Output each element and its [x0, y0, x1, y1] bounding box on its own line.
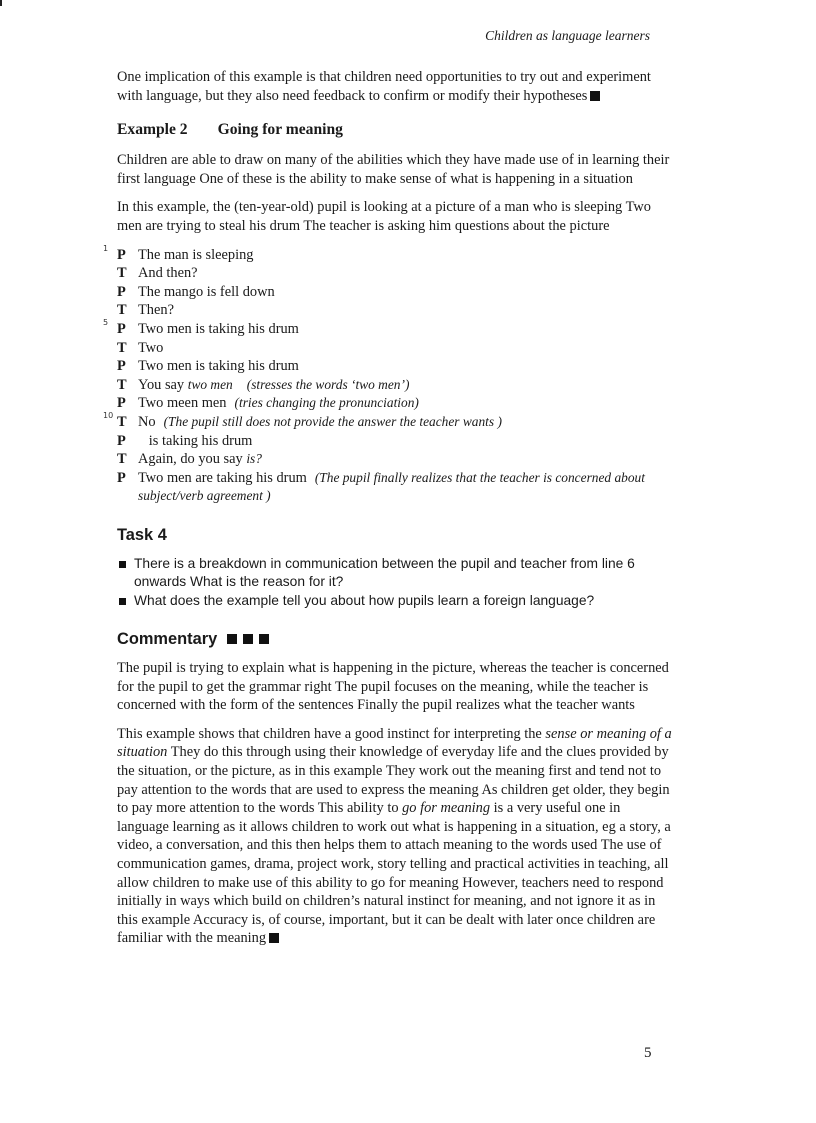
task-item: What does the example tell you about how pupils learn a foreign language? — [117, 592, 672, 610]
speaker-label: P — [117, 395, 126, 412]
utterance: Two meen men (tries changing the pronunciation) — [138, 395, 419, 412]
speaker-label: P — [117, 283, 126, 300]
dialogue-line — [117, 283, 672, 302]
running-header: Children as language learners — [485, 28, 650, 43]
dialogue-line — [103, 317, 672, 339]
speaker-label: P — [117, 432, 126, 449]
task-item: There is a breakdown in communication between the pupil and teacher from line 6 onwards What is the reason for it? — [117, 555, 672, 592]
speaker-label: T — [117, 265, 127, 282]
scan-corner-mark — [0, 0, 2, 6]
commentary-paragraph-1: The pupil is trying to explain what is happening in the picture, whereas the teacher is concerned for the pupil to get the grammar right The pupil focuses on the meaning, while the teacher is concerned with the form of the sentences Finally the pupil realizes what the teacher wants — [117, 660, 669, 714]
line-number: 10 — [103, 410, 114, 420]
end-square-icon — [269, 933, 279, 943]
utterance: You say two men (stresses the words ‘two men’) — [138, 376, 410, 393]
example-paragraph-1: Children are able to draw on many of the abilities which they have made use of in learning their first language One of these is the ability to make sense of what is happening in a situation — [117, 152, 670, 187]
dialogue-line — [117, 469, 672, 506]
utterance: Two — [138, 339, 164, 356]
utterance: Two men is taking his drum — [138, 320, 299, 337]
line-number: 5 — [103, 317, 109, 327]
commentary-heading: Commentary — [117, 630, 672, 649]
task-heading: Task 4 — [117, 525, 167, 544]
utterance: Then? — [138, 302, 174, 319]
dialogue-line — [117, 376, 672, 395]
stage-note: (stresses the words ‘two men’) — [246, 376, 410, 392]
dialogue-line — [117, 301, 672, 320]
line-number: 1 — [103, 243, 109, 253]
example-title: Going for meaning — [217, 121, 343, 139]
page-number: 5 — [644, 1045, 652, 1061]
dialogue-line — [117, 432, 672, 451]
speaker-label: P — [117, 246, 126, 263]
dialogue-line — [117, 264, 672, 283]
utterance: is taking his drum — [138, 432, 253, 449]
dialogue-line — [117, 357, 672, 376]
stage-note: (The pupil still does not provide the answer the teacher wants ) — [163, 413, 502, 429]
example-label: Example 2 — [117, 121, 188, 139]
speaker-label: T — [117, 302, 127, 319]
speaker-label: P — [117, 358, 126, 375]
speaker-label: T — [117, 413, 127, 430]
dialogue-line — [103, 410, 672, 432]
utterance: Two men is taking his drum — [138, 358, 299, 375]
speaker-label: P — [117, 320, 126, 337]
speaker-label: T — [117, 339, 127, 356]
difficulty-squares-icon — [221, 630, 269, 649]
dialogue-line — [117, 339, 672, 358]
dialogue-line — [117, 450, 672, 469]
speaker-label: T — [117, 376, 127, 393]
example-heading — [117, 121, 672, 139]
utterance: Again, do you say is? — [138, 451, 262, 468]
task-list — [117, 555, 672, 610]
end-square-icon — [590, 91, 600, 101]
example-paragraph-2: In this example, the (ten-year-old) pupil is looking at a picture of a man who is sleeping Two men are trying to steal his drum The teacher is asking him questions about the picture — [117, 199, 651, 234]
utterance: And then? — [138, 265, 198, 282]
dialogue-line — [117, 394, 672, 413]
commentary-paragraph-2: This example shows that children have a good instinct for interpreting the sense or meaning of a situation They do this through using their knowledge of everyday life and the clues provided by the situation, or the picture, as in this example They work out the meaning first and tend not to pay attention to the words that are used to express the meaning As children get older, they begin to pay more attention to the words This ability to go for meaning is a very useful one in language learning as it allows children to work out what is happening in a situation, eg a story, a video, a conversation, and this then helps them to attach meaning to the words used The use of communication games, drama, project work, story telling and practical activities in teaching, all allow children to make use of this ability to go for meaning However, teachers need to respond initially in ways which build on children’s natural instinct for meaning, and not ignore it as in this example Accuracy is, of course, important, but it can be dealt with later once children are familiar with the meaning — [117, 725, 672, 947]
speaker-label: P — [117, 469, 126, 486]
dialogue-transcript — [103, 243, 672, 506]
intro-paragraph: One implication of this example is that children need opportunities to try out and experiment with language, but they also need feedback to confirm or modify their hypotheses — [117, 69, 651, 104]
utterance: The man is sleeping — [138, 246, 254, 263]
utterance: The mango is fell down — [138, 283, 275, 300]
page-body — [103, 68, 672, 958]
utterance: No (The pupil still does not provide the answer the teacher wants ) — [138, 413, 502, 430]
stage-note: (tries changing the pronunciation) — [234, 395, 419, 411]
stage-note: (The pupil finally realizes that the teacher is concerned about subject/verb agreement ) — [138, 469, 645, 504]
utterance: Two men are taking his drum (The pupil finally realizes that the teacher is concerned about subject/verb agreement ) — [138, 469, 645, 504]
dialogue-line — [103, 243, 672, 265]
speaker-label: T — [117, 451, 127, 468]
